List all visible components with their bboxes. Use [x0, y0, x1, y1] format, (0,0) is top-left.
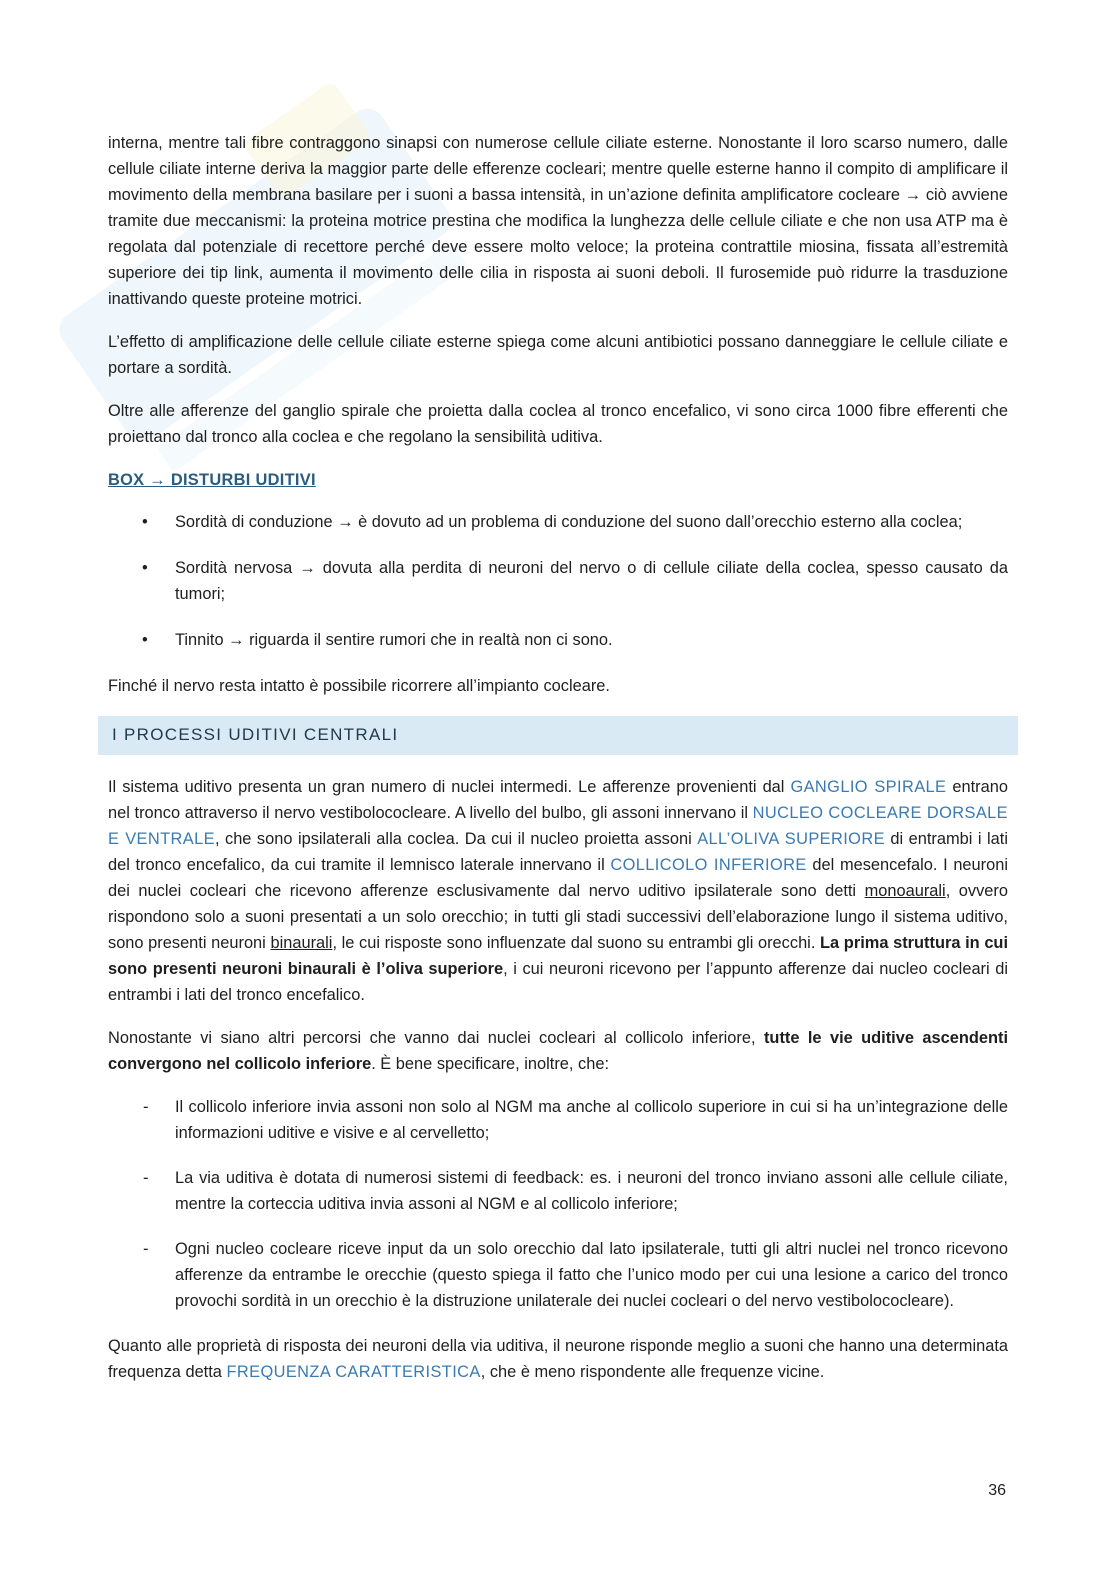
list-item: - Ogni nucleo cocleare riceve input da un solo orecchio dal lato ipsilaterale, tutti gli altri nuclei nel tronco ricevono afferenze da entrambe le orecchie (questo spiega il fatto che l’unico modo per cui una lesione a carico del tronco provochi sordità in un orecchio è la distruzione unilaterale dei nuclei cocleari o del nervo vestibolococleare).	[108, 1236, 1008, 1314]
term-oliva-superiore: ALL’OLIVA SUPERIORE	[697, 830, 885, 848]
list-item: • Sordità di conduzione → è dovuto ad un problema di conduzione del suono dall’orecchio esterno alla coclea;	[108, 509, 1008, 535]
box-title: BOX → DISTURBI UDITIVI	[108, 471, 316, 489]
paragraph-cochlear-amplifier: interna, mentre tali fibre contraggono sinapsi con numerose cellule ciliate esterne. Nonostante il loro scarso numero, dalle cellule ciliate interne deriva la maggior parte delle efferenze cocleari; mentre quelle esterne hanno il compito di amplificare il movimento della membrana basilare per i suoni a bassa intensità, in un’azione definita amplificatore cocleare → ciò avviene tramite due meccanismi: la proteina motrice prestina che modifica la lunghezza delle cellule ciliate e che non usa ATP ma è regolata dal potenziale di recettore perché deve essere molto veloce; la proteina contrattile miosina, fissata all’estremità superiore dei tip link, aumenta il movimento delle cilia in risposta ai suoni deboli. Il furosemide può ridurre la trasduzione inattivando queste proteine motrici.	[108, 134, 1008, 308]
paragraph-characteristic-frequency: Quanto alle proprietà di risposta dei neuroni della via uditiva, il neurone risponde meglio a suoni che hanno una determinata frequenza detta FREQUENZA CARATTERISTICA, che è meno rispondente alle frequenze vicine.	[108, 1337, 1008, 1381]
term-collicolo-inferiore: COLLICOLO INFERIORE	[610, 856, 807, 874]
term-binaurali: binaurali	[270, 934, 333, 952]
paragraph-efferent-fibers: Oltre alle afferenze del ganglio spirale che proietta dalla coclea al tronco encefalico, vi sono circa 1000 fibre efferenti che proiettano dal tronco alla coclea e che regolano la sensibilità uditiva.	[108, 402, 1008, 446]
term-monoaurali: monoaurali	[864, 882, 946, 900]
paragraph-antibiotics: L’effetto di amplificazione delle cellule ciliate esterne spiega come alcuni antibiotici possano danneggiare le cellule ciliate e portare a sordità.	[108, 333, 1008, 377]
list-item: • Sordità nervosa → dovuta alla perdita di neuroni del nervo o di cellule ciliate della coclea, spesso causato da tumori;	[108, 555, 1008, 607]
section-heading: I PROCESSI UDITIVI CENTRALI	[98, 716, 1018, 755]
notes-list	[108, 1094, 1008, 1314]
term-nucleo-cocleare: NUCLEO COCLEARE DORSALE E VENTRALE	[108, 804, 1008, 848]
term-ganglio-spirale: GANGLIO SPIRALE	[790, 778, 947, 796]
page-number: 36	[988, 1482, 1006, 1499]
bold-statement: La prima struttura in cui sono presenti neuroni binaurali è l’oliva superiore	[108, 934, 1008, 978]
bold-statement: tutte le vie uditive ascendenti convergono nel collicolo inferiore	[108, 1029, 1009, 1073]
disorders-list	[108, 509, 1008, 653]
list-item: - Il collicolo inferiore invia assoni non solo al NGM ma anche al collicolo superiore in cui si ha un’integrazione delle informazioni uditive e visive e al cervelletto;	[108, 1094, 1008, 1146]
term-frequenza-caratteristica: FREQUENZA CARATTERISTICA	[226, 1363, 481, 1381]
paragraph-cochlear-implant: Finché il nervo resta intatto è possibile ricorrere all’impianto cocleare.	[108, 677, 610, 695]
list-item: - La via uditiva è dotata di numerosi sistemi di feedback: es. i neuroni del tronco inviano assoni alle cellule ciliate, mentre la corteccia uditiva invia assoni al NGM e al collicolo inferiore;	[108, 1165, 1008, 1217]
paragraph-ascending-pathways: Nonostante vi siano altri percorsi che vanno dai nuclei cocleari al collicolo inferiore, tutte le vie uditive ascendenti convergono nel collicolo inferiore. È bene specificare, inoltre, che:	[108, 1029, 1009, 1073]
paragraph-auditory-nuclei: Il sistema uditivo presenta un gran numero di nuclei intermedi. Le afferenze provenienti dal GANGLIO SPIRALE entrano nel tronco attraverso il nervo vestibolococleare. A livello del bulbo, gli assoni innervano il NUCLEO COCLEARE DORSALE E VENTRALE, che sono ipsilaterali alla coclea. Da cui il nucleo proietta assoni ALL’OLIVA SUPERIORE di entrambi i lati del tronco encefalico, da cui tramite il lemnisco laterale innervano il COLLICOLO INFERIORE del mesencefalo. I neuroni dei nuclei cocleari che ricevono afferenze esclusivamente dal nervo uditivo ipsilaterale sono detti monoaurali, ovvero rispondono solo a suoni presentati a un solo orecchio; in tutti gli stadi successivi dell’elaborazione lungo il sistema uditivo, sono presenti neuroni binaurali, le cui risposte sono influenzate dal suono su entrambi gli orecchi. La prima struttura in cui sono presenti neuroni binaurali è l’oliva superiore, i cui neuroni ricevono per l’appunto afferenze dai nucleo cocleari di entrambi i lati del tronco encefalico.	[108, 778, 1008, 1004]
document-page	[108, 130, 1008, 1402]
list-item: • Tinnito → riguarda il sentire rumori che in realtà non ci sono.	[108, 627, 1008, 653]
